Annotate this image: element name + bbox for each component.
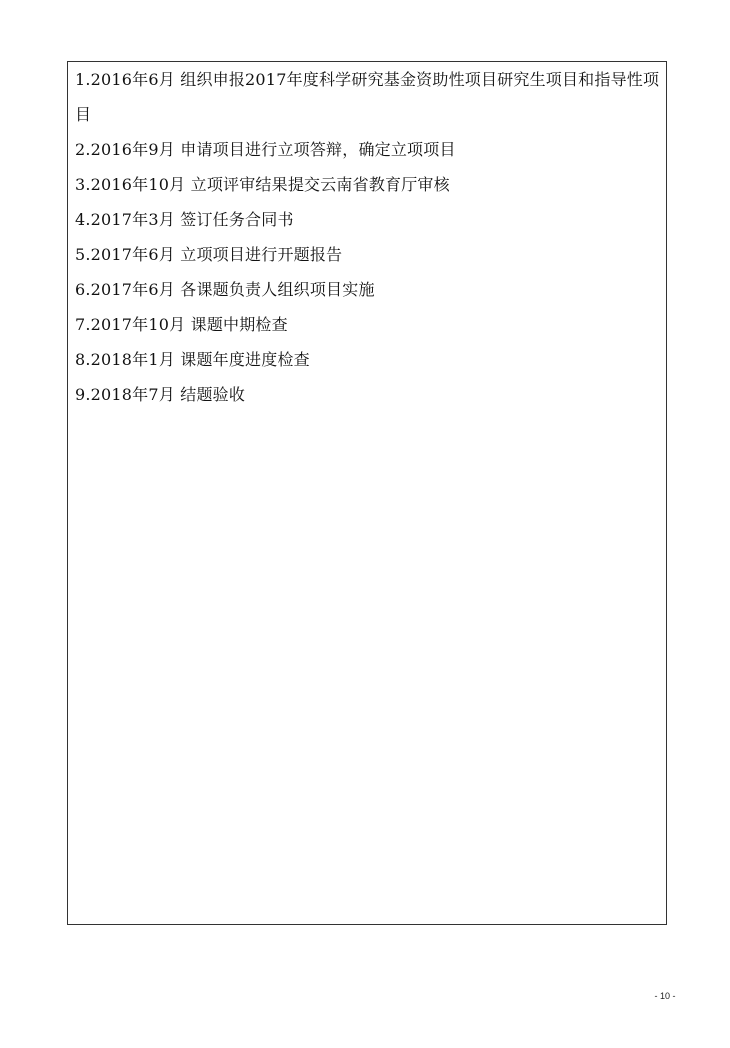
- schedule-item-5: 5.2017年6月 立项项目进行开题报告: [75, 245, 343, 264]
- schedule-item-4: 4.2017年3月 签订任务合同书: [75, 210, 294, 229]
- page-number: - 10 -: [654, 991, 676, 1001]
- schedule-table-cell: [67, 61, 667, 925]
- schedule-list: [75, 62, 661, 412]
- schedule-item-9: 9.2018年7月 结题验收: [75, 385, 246, 404]
- schedule-item-2: 2.2016年9月 申请项目进行立项答辩，确定立项项目: [75, 140, 456, 159]
- schedule-item-8: 8.2018年1月 课题年度进度检查: [75, 350, 310, 369]
- schedule-item-1: 1.2016年6月 组织申报2017年度科学研究基金资助性项目研究生项目和指导性项目: [75, 70, 660, 124]
- schedule-item-7: 7.2017年10月 课题中期检查: [75, 315, 288, 334]
- schedule-item-6: 6.2017年6月 各课题负责人组织项目实施: [75, 280, 375, 299]
- schedule-item-3: 3.2016年10月 立项评审结果提交云南省教育厅审核: [75, 175, 450, 194]
